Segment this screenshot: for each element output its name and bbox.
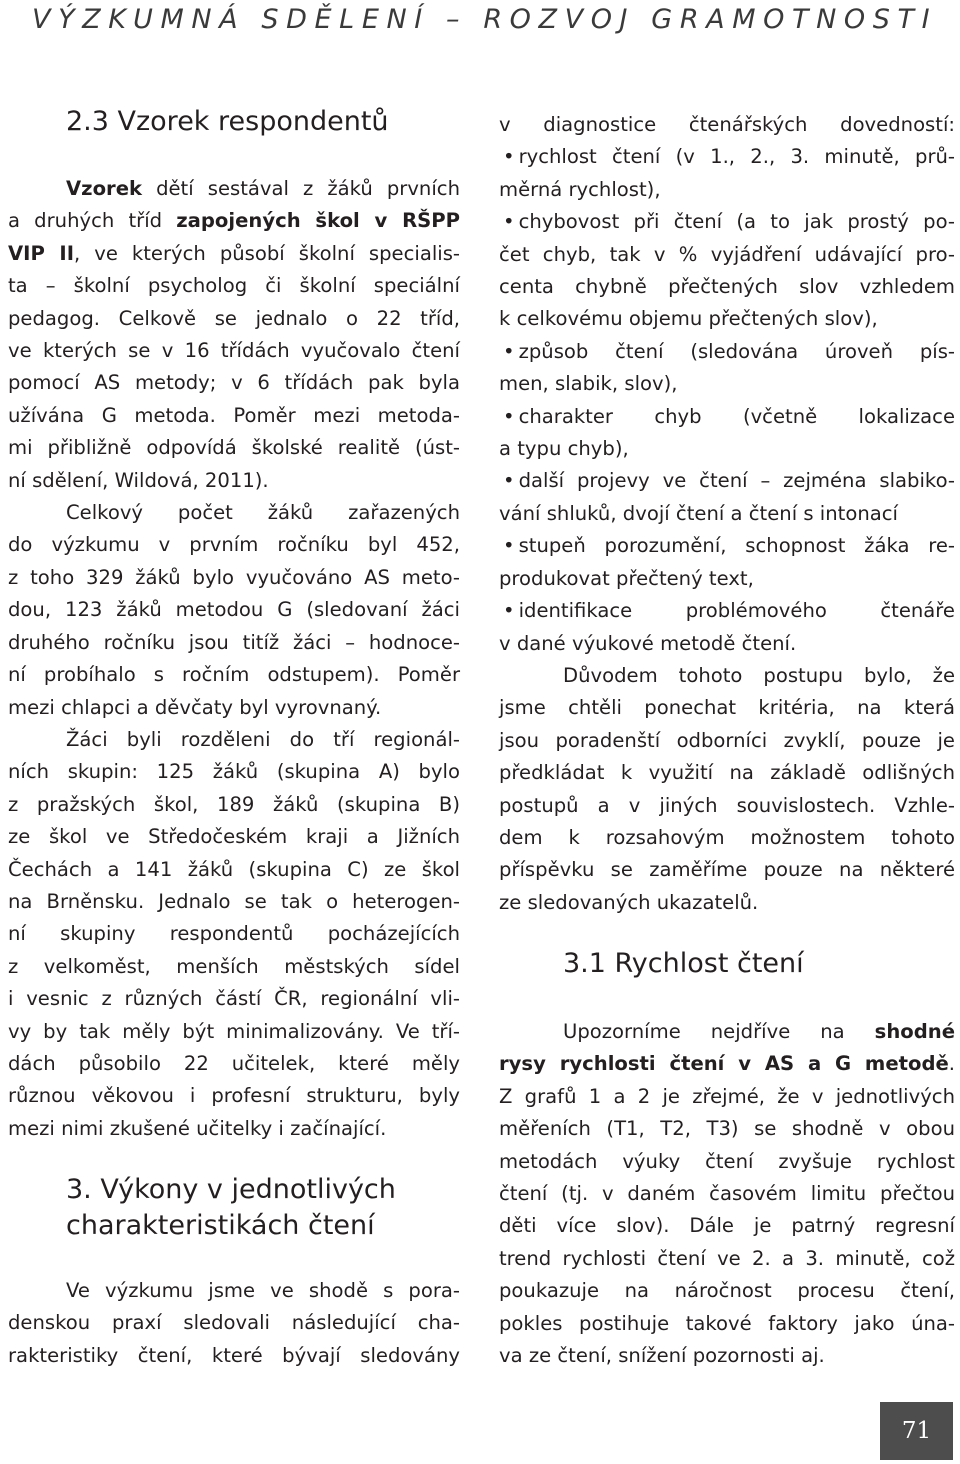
text-line: Čechách a 141 žáků (skupina C) ze škol bbox=[8, 857, 460, 881]
text-line: Důvodem tohoto postupu bylo, že bbox=[563, 663, 955, 687]
text-line: měřeních (T1, T2, T3) se shodně v obou bbox=[499, 1117, 955, 1141]
text-line: na Brněnsku. Jednalo se tak o heterogen- bbox=[8, 889, 460, 913]
text-line: druhého ročníku jsou titíž žáci – hodnoce- bbox=[8, 630, 460, 654]
list-item: • identifikace problémového čtenáře bbox=[499, 595, 955, 627]
text-line: ní probíhalo s ročním odstupem). Poměr bbox=[8, 663, 460, 687]
text-line: ze sledovaných ukazatelů. bbox=[499, 890, 759, 914]
text-line: z toho 329 žáků bylo vyučováno AS meto- bbox=[8, 565, 460, 589]
text-line: rakteristiky čtení, které bývají sledovány bbox=[8, 1343, 460, 1367]
text-line: měrná rychlost), bbox=[499, 177, 661, 201]
text-line: VIP II, ve kterých působí školní specialis- bbox=[8, 241, 460, 265]
section-3-heading: 3. Výkony v jednotlivých charakteristikách čtení bbox=[66, 1174, 396, 1241]
text-line: vání shluků, dvojí čtení a čtení s intonací bbox=[499, 501, 898, 525]
text-line: předkládat k využití na základě odlišných bbox=[499, 761, 955, 785]
paragraph-reading-speed bbox=[499, 1016, 955, 1372]
text-line: metodách výuky čtení zvyšuje rychlost bbox=[499, 1149, 955, 1173]
text-line: k celkovému objemu přečtených slov), bbox=[499, 307, 878, 331]
text-line: z pražských škol, 189 žáků (skupina B) bbox=[8, 792, 460, 816]
text-line: mezi nimi zkušené učitelky i začínající. bbox=[8, 1116, 387, 1140]
text-line: ve kterých se v 16 třídách vyučovalo čtení bbox=[8, 339, 460, 363]
section-2-3-heading: 2.3 Vzorek respondentů bbox=[66, 106, 389, 137]
text-line: čtení (tj. v daném časovém limitu přečtou bbox=[499, 1182, 955, 1206]
text-line: dách působilo 22 učitelek, které měly bbox=[8, 1051, 460, 1075]
text-line: mezi chlapci a děvčaty byl vyrovnaný. bbox=[8, 695, 382, 719]
list-item: • způsob čtení (sledována úroveň pís- bbox=[499, 336, 955, 368]
text-line: Ve výzkumu jsme ve shodě s pora- bbox=[66, 1279, 460, 1302]
text-line: centa chybně přečtených slov vzhledem bbox=[499, 275, 955, 299]
text-line: va ze čtení, snížení pozornosti aj. bbox=[499, 1344, 825, 1368]
text-line: ních skupin: 125 žáků (skupina A) bylo bbox=[8, 760, 460, 784]
text-line: jsou poradenští odborníci zvyklí, pouze je bbox=[499, 728, 955, 752]
text-line: vy by tak měly být minimalizovány. Ve tří- bbox=[8, 1019, 460, 1043]
paragraph-sample bbox=[8, 173, 460, 1145]
text-line: čet chyb, tak v % vyjádření udávající pro- bbox=[499, 242, 955, 266]
text-line: postupů a v jiných souvislostech. Vzhle- bbox=[499, 793, 955, 817]
running-header: VÝZKUMNÁ SDĚLENÍ – ROZVOJ GRAMOTNOSTI bbox=[32, 4, 938, 35]
text-line: produkovat přečtený text, bbox=[499, 566, 754, 590]
text-line: men, slabik, slov), bbox=[499, 372, 678, 396]
text-line: pedagog. Celkově se jednalo o 22 tříd, bbox=[8, 306, 460, 330]
text-line: a typu chyb), bbox=[499, 437, 629, 461]
text-line: děti více slov). Dále je patrný regresní bbox=[499, 1214, 955, 1238]
text-line: v diagnostice čtenářských dovedností: bbox=[499, 113, 955, 136]
text-line: příspěvku se zaměříme pouze na některé bbox=[499, 858, 955, 882]
text-line: Vzorek dětí sestával z žáků prvních bbox=[66, 177, 460, 200]
section-3-1-heading: 3.1 Rychlost čtení bbox=[563, 948, 804, 979]
page-number: 71 bbox=[880, 1402, 953, 1460]
text-line: pokles postihuje takové faktory jako úna- bbox=[499, 1311, 955, 1335]
characteristics-list bbox=[499, 109, 955, 919]
text-line: mi přibližně odpovídá školské realitě (úst- bbox=[8, 436, 460, 460]
text-line: trend rychlosti čtení ve 2. a 3. minutě, což bbox=[499, 1246, 955, 1270]
text-line: ní skupiny respondentů pocházejících bbox=[8, 922, 460, 946]
paragraph-characteristics bbox=[8, 1275, 460, 1372]
text-line: užívána G metoda. Poměr mezi metoda- bbox=[8, 403, 460, 427]
text-line: a druhých tříd zapojených škol v RŠPP bbox=[8, 209, 460, 233]
text-line: ta – školní psycholog či školní speciální bbox=[8, 274, 460, 298]
list-item: • další projevy ve čtení – zejména slabiko- bbox=[499, 465, 955, 497]
text-line: dou, 123 žáků metodou G (sledovaní žáci bbox=[8, 598, 460, 622]
text-line: Žáci byli rozděleni do tří regionál- bbox=[66, 727, 460, 751]
list-item: • charakter chyb (včetně lokalizace bbox=[499, 401, 955, 433]
list-item: • chybovost při čtení (a to jak prostý po- bbox=[499, 206, 955, 238]
text-line: v dané výukové metodě čtení. bbox=[499, 631, 797, 655]
text-line: jsme chtěli ponechat kritéria, na která bbox=[499, 696, 955, 720]
text-line: ní sdělení, Wildová, 2011). bbox=[8, 468, 269, 492]
text-line: Upozorníme nejdříve na shodné bbox=[563, 1020, 955, 1043]
text-line: rysy rychlosti čtení v AS a G metodě. bbox=[499, 1052, 955, 1076]
text-line: různou věkovou i profesní strukturu, byly bbox=[8, 1084, 460, 1108]
text-line: poukazuje na náročnost procesu čtení, bbox=[499, 1279, 955, 1303]
text-line: do výzkumu v prvním ročníku byl 452, bbox=[8, 533, 460, 557]
text-line: dem k rozsahovým možnostem tohoto bbox=[499, 825, 955, 849]
text-line: denskou praxí sledovali následující cha- bbox=[8, 1311, 460, 1335]
text-line: Z grafů 1 a 2 je zřejmé, že v jednotlivých bbox=[499, 1084, 955, 1108]
list-item: • stupeň porozumění, schopnost žáka re- bbox=[499, 530, 955, 562]
text-line: Celkový počet žáků zařazených bbox=[66, 501, 460, 525]
text-line: i vesnic z různých částí ČR, regionální vli- bbox=[8, 987, 460, 1011]
list-item: • rychlost čtení (v 1., 2., 3. minutě, prů- bbox=[499, 141, 955, 173]
text-line: pomocí AS metody; v 6 třídách pak byla bbox=[8, 371, 460, 395]
text-line: ze škol ve Středočeském kraji a Jižních bbox=[8, 825, 460, 849]
text-line: z velkoměst, menších městských sídel bbox=[8, 954, 460, 978]
